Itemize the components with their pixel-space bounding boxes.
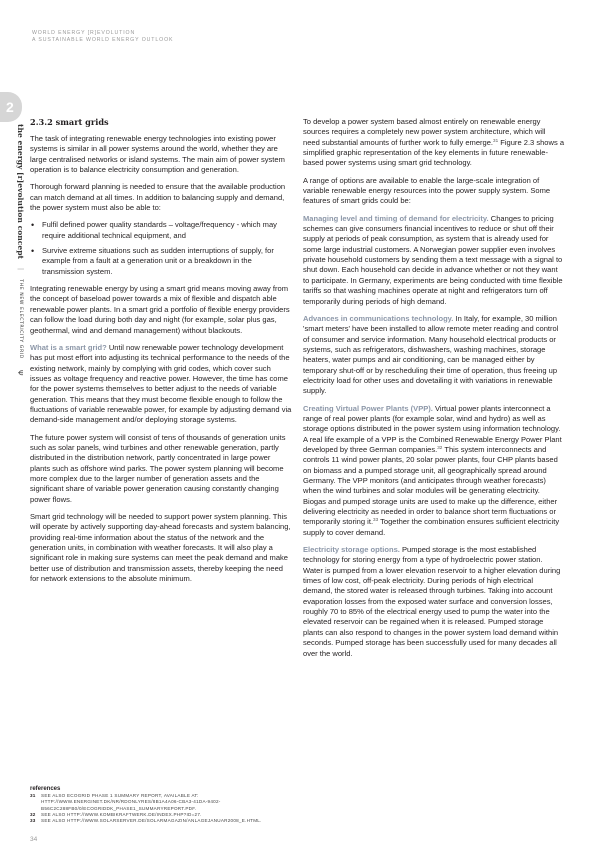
paragraph: Thorough forward planning is needed to ensure that the available production can match demand at all times. In addition to balancing supply and demand, the power system must also be able to: [30, 182, 286, 213]
paragraph: Advances in communications technology. In Italy, for example, 30 million 'smart meters' have been installed to allow remote meter reading and control of consumer and service information. Many household electrical products or systems, such as refrigerators, dishwashers, washing machines, storage heaters, water pumps and air conditioning, can be managed either by temporary shut-off or by rescheduling their time of operation, thus freeing up electricity load for other uses and dovetailing it with variations in renewable supply. [303, 313, 559, 396]
running-header [32, 30, 173, 44]
paragraph: Smart grid technology will be needed to support power system planning. This will operate by actively supporting day-ahead forecasts and system balancing, providing real-time information about the status of the network and the generation units, in combination with weather forecasts. It will also play a significant role in making sure systems can meet the peak demand and make better use of distribution and transmission assets, thereby keeping the need for network extensions to the absolute minimum. [30, 512, 291, 584]
footnote-marker: 32 [437, 444, 443, 450]
right-column [303, 117, 564, 666]
paragraph-lead: Advances in communications technology. [303, 313, 454, 323]
reference-item: 31 SEE ALSO ECOGRID PHASE 1 SUMMARY REPORT, AVAILABLE AT: HTTP://WWW.ENERGINET.DK/NR/RDONLYRES/8B1A4A06-CBA3-41DA-9402- B56C2C288FB0/0/ECOGRIDDK_PHASE1_SUMMARYREPORT.PDF. [30, 793, 221, 811]
paragraph: What is a smart grid? Until now renewable power technology development has put most effort into adjusting its technical performance to the needs of the existing network, mainly by complying with grid codes, which cover such issues as voltage frequency and reactive power. However, the time has come for the power systems themselves to better adjust to the needs of variable generation. This means that they must become flexible enough to follow the fluctuations of variable renewable power, for example by adjusting demand via demand-side management and/or deploying storage systems. [30, 342, 292, 425]
paragraph: Managing level and timing of demand for electricity. Changes to pricing schemes can give consumers financial incentives to reduce or shut off their supply at periods of peak consumption, as system that is already used for some large industrial customers. A Norwegian power supplier even involves private household customers by sending them a text message with a signal to shut down. Each household can decide in advance whether or not they want to participate. In Germany, experiments are being conducted with time flexible tariffs so that washing machines operate at night and refrigerators turn off temporarily during periods of high demand. [303, 213, 563, 306]
side-running-title [11, 124, 30, 375]
paragraph: To develop a power system based almost entirely on renewable energy sources requires a completely new power system architecture, which will need substantial amounts of further work to fully emerge.$^{31}$ Figure 2.3 shows a simplified graphic representation of the key elements in future renewable-based power systems using smart grid technology. [303, 117, 565, 168]
paragraph: Electricity storage options. Pumped storage is the most established technology for storing energy from a type of hydroelectric power station. Water is pumped from a lower elevation reservoir to a higher elevation during times of low cost, off-peak electricity. During periods of high electrical demand, the stored water is released through turbines. Taking into account evaporation losses from the exposed water surface and conversion losses, roughly 70 to 85% of the electrical energy used to pump the water into the elevated reservoir can be regained when it is released. Pumped storage plants can also respond to changes in the power system load demand within seconds. Pumped storage has been successfully used for many decades all over the world. [303, 545, 561, 658]
side-section-title: THE NEW ELECTRICITY GRID [18, 279, 23, 359]
paragraph-lead: What is a smart grid? [30, 342, 107, 352]
header-subtitle: A SUSTAINABLE WORLD ENERGY OUTLOOK [32, 37, 174, 43]
paragraph-lead: Electricity storage options. [303, 545, 400, 555]
pylon-icon: Ψ [16, 369, 24, 376]
paragraph: Creating Virtual Power Plants (VPP). Virtual power plants interconnect a range of real power plants (for example solar, wind and hydro) as well as storage options distributed in the power system using information technology. A real life example of a VPP is the Combined Renewable Energy Power Plant developed by three German companies.$^{32}$ This system interconnects and controls 11 wind power plants, 20 solar power plants, four CHP plants based on biomass and a pumped storage unit, all geographically spread around Germany. The VPP monitors (and anticipates through weather forecasts) when the wind turbines and solar modules will be generating electricity. Biogas and pumped storage units are used to make up the difference, either delivering electricity as needed in order to balance short term fluctuations or temporarily storing it.$^{33}$ Together the combination ensures sufficient electricity supply to cover demand. [303, 403, 562, 537]
reference-number: 32 [30, 811, 36, 817]
page-number: 34 [30, 836, 38, 843]
bullet-item: • Fulfil defined power quality standards – voltage/frequency - which may require additional technical equipment, and [30, 220, 292, 241]
bullet-item: • Survive extreme situations such as sudden interruptions of supply, for example from a fault at a generation unit or a breakdown in the transmission system. [30, 246, 292, 277]
paragraph-lead: Creating Virtual Power Plants (VPP). [303, 403, 433, 413]
reference-item: 33 SEE ALSO HTTP://WWW.SOLARSERVER.DE/SOLARMAGAZIN/ANLAGEJANUAR2008_E.HTML. [30, 818, 262, 824]
chapter-number: 2 [6, 99, 14, 115]
footnote-marker: 33 [373, 517, 379, 523]
paragraph: A range of options are available to enable the large-scale integration of variable renewable energy resources into the power supply system. Some features of smart grids could be: [303, 175, 551, 206]
side-chapter-title: the energy [r]evolution concept [16, 124, 25, 260]
references-title: references [30, 786, 61, 792]
section-title: 2.3.2 smart grids [30, 117, 109, 127]
chapter-tab [0, 92, 22, 122]
paragraph: The task of integrating renewable energy technologies into existing power systems is similar in all power systems around the world, whether they are large centralised networks or island systems. The main aim of power system operation is to balance electricity consumption and generation. [30, 134, 285, 175]
references [30, 785, 280, 824]
paragraph-lead: Managing level and timing of demand for electricity. [303, 213, 489, 223]
reference-number: 33 [30, 818, 36, 824]
left-column [30, 117, 292, 591]
footnote-marker: 31 [493, 137, 499, 143]
paragraph: Integrating renewable energy by using a smart grid means moving away from the concept of baseload power towards a mix of flexible and dispatch able renewable power plants. In a smart grid a portfolio of flexible energy providers can follow the load during both day and night (for example, solar plus gas, geothermal, wind and demand management) without blackouts. [30, 284, 290, 335]
reference-number: 31 [30, 793, 36, 798]
paragraph: The future power system will consist of tens of thousands of generation units such as solar panels, wind turbines and other renewable generation, partly distributed in the distribution network, partly concentrated in large power plants such as offshore wind parks. The power system planning will become more complex due to the larger number of generation assets and the significant share of variable power generation causing constantly changing power flows. [30, 432, 286, 504]
side-separator: | [17, 268, 24, 271]
bullet-list [30, 220, 292, 277]
header-title: WORLD ENERGY [R]EVOLUTION [32, 30, 136, 36]
reference-item: 32 SEE ALSO HTTP://WWW.KOMBIKRAFTWERK.DE/INDEX.PHP?ID=27. [30, 811, 202, 817]
